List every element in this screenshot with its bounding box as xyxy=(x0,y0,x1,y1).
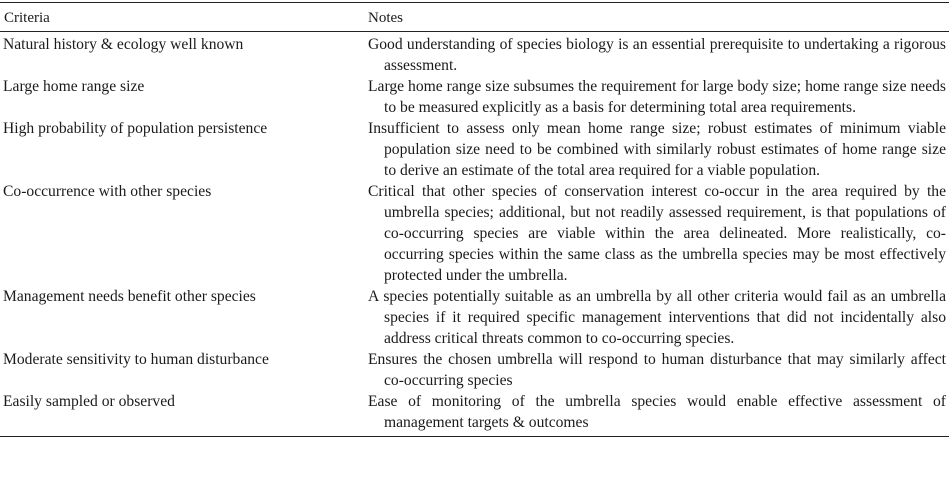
header-notes: Notes xyxy=(368,10,403,26)
header-criteria: Criteria xyxy=(4,10,50,26)
table-row xyxy=(0,286,949,349)
notes-text: Ensures the chosen umbrella will respond to human disturbance that may similarly affect co-occurring species xyxy=(368,351,946,389)
table-bottom-rule xyxy=(0,436,949,437)
criteria-table xyxy=(0,2,949,437)
table-row xyxy=(0,76,949,118)
table-row xyxy=(0,181,949,286)
notes-text: Critical that other species of conservation interest co-occur in the area required by the umbrella species; additional, but not readily assessed requirement, is that populations of co-occurring species are viable within the area delineated. More realistically, co-occurring species within the same class as the umbrella species may be most effectively protected under the umbrella. xyxy=(368,183,946,284)
notes-cell xyxy=(368,181,949,286)
criteria-cell: Natural history & ecology well known xyxy=(3,36,244,53)
notes-text: Insufficient to assess only mean home range size; robust estimates of minimum viable population size need to be combined with similarly robust estimates of home range size to derive an estimate of the total area required for a viable population. xyxy=(368,120,946,179)
criteria-cell: High probability of population persistence xyxy=(3,120,268,137)
table-row xyxy=(0,349,949,391)
criteria-notes-table xyxy=(0,3,949,31)
notes-text: Good understanding of species biology is an essential prerequisite to undertaking a rigorous assessment. xyxy=(368,36,946,74)
criteria-cell: Easily sampled or observed xyxy=(3,393,175,410)
table-row xyxy=(0,391,949,433)
notes-cell xyxy=(368,349,949,391)
notes-text: Ease of monitoring of the umbrella species would enable effective assessment of management targets & outcomes xyxy=(368,393,946,431)
criteria-cell: Moderate sensitivity to human disturbance xyxy=(3,351,269,368)
notes-cell xyxy=(368,118,949,181)
header-row xyxy=(0,3,949,31)
notes-cell xyxy=(368,286,949,349)
notes-cell xyxy=(368,34,949,76)
criteria-cell: Large home range size xyxy=(3,78,145,95)
notes-text: A species potentially suitable as an umbrella by all other criteria would fail as an umbrella species if it required specific management interventions that did not incidentally also address critical threats common to co-occurring species. xyxy=(368,288,946,347)
notes-cell xyxy=(368,391,949,433)
table-row xyxy=(0,118,949,181)
notes-text: Large home range size subsumes the requirement for large body size; home range size needs to be measured explicitly as a basis for determining total area requirements. xyxy=(368,78,946,116)
header-rule xyxy=(0,31,949,32)
criteria-cell: Management needs benefit other species xyxy=(3,288,256,305)
criteria-notes-body xyxy=(0,34,949,433)
table-row xyxy=(0,34,949,76)
criteria-cell: Co-occurrence with other species xyxy=(3,183,212,200)
notes-cell xyxy=(368,76,949,118)
